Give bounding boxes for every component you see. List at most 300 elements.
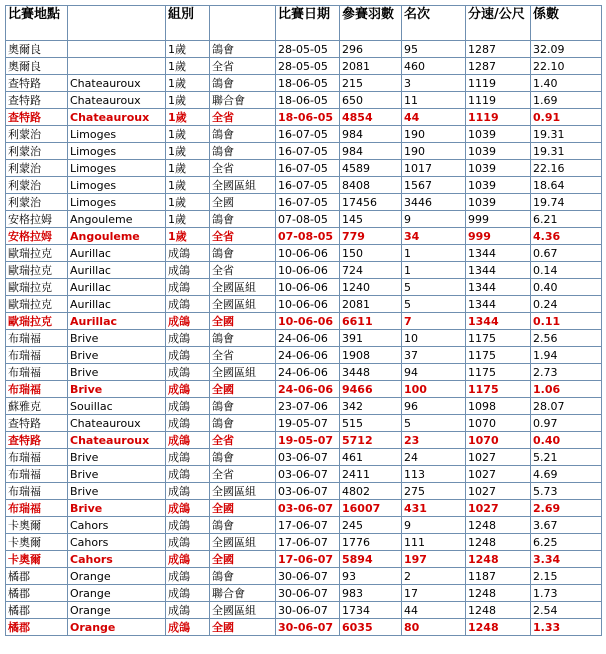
cell-entries: 4802 [340, 483, 402, 500]
cell-date: 30-06-07 [276, 568, 340, 585]
cell-place-en: Aurillac [68, 313, 166, 330]
cell-date: 28-05-05 [276, 41, 340, 58]
cell-group: 1歲 [166, 109, 210, 126]
cell-place-en: Souillac [68, 398, 166, 415]
cell-place: 安格拉姆 [6, 211, 68, 228]
cell-group: 成鴿 [166, 364, 210, 381]
cell-speed: 1027 [466, 483, 531, 500]
cell-coefficient: 6.25 [531, 534, 602, 551]
cell-entries: 17456 [340, 194, 402, 211]
cell-date: 24-06-06 [276, 347, 340, 364]
cell-coefficient: 1.69 [531, 92, 602, 109]
cell-speed: 1070 [466, 415, 531, 432]
cell-entries: 779 [340, 228, 402, 245]
cell-place: 歐瑞拉克 [6, 279, 68, 296]
cell-entries: 150 [340, 245, 402, 262]
cell-place: 安格拉姆 [6, 228, 68, 245]
table-row [6, 245, 602, 262]
cell-date: 10-06-06 [276, 262, 340, 279]
cell-rank: 9 [402, 517, 466, 534]
cell-coefficient: 0.14 [531, 262, 602, 279]
cell-group: 成鴿 [166, 398, 210, 415]
cell-group: 1歲 [166, 228, 210, 245]
table-row [6, 330, 602, 347]
cell-coefficient: 22.10 [531, 58, 602, 75]
cell-place: 橘郡 [6, 568, 68, 585]
cell-rank: 113 [402, 466, 466, 483]
table-row [6, 143, 602, 160]
header-place: 比賽地點 [6, 6, 68, 41]
cell-entries: 984 [340, 126, 402, 143]
cell-coefficient: 1.40 [531, 75, 602, 92]
table-row [6, 568, 602, 585]
cell-category: 鴿會 [210, 211, 276, 228]
cell-coefficient: 0.40 [531, 279, 602, 296]
cell-place: 查特路 [6, 432, 68, 449]
cell-speed: 999 [466, 211, 531, 228]
cell-group: 成鴿 [166, 262, 210, 279]
table-row [6, 109, 602, 126]
cell-speed: 1248 [466, 585, 531, 602]
table-row [6, 398, 602, 415]
cell-category: 鴿會 [210, 449, 276, 466]
cell-speed: 1248 [466, 619, 531, 636]
cell-entries: 145 [340, 211, 402, 228]
cell-date: 16-07-05 [276, 160, 340, 177]
cell-speed: 1039 [466, 160, 531, 177]
cell-category: 鴿會 [210, 143, 276, 160]
cell-coefficient: 0.11 [531, 313, 602, 330]
cell-speed: 1344 [466, 262, 531, 279]
cell-coefficient: 4.69 [531, 466, 602, 483]
cell-speed: 1027 [466, 449, 531, 466]
cell-category: 全國區組 [210, 483, 276, 500]
cell-place: 布瑞福 [6, 347, 68, 364]
cell-category: 全國 [210, 313, 276, 330]
cell-place: 橘郡 [6, 619, 68, 636]
cell-rank: 3446 [402, 194, 466, 211]
table-row [6, 75, 602, 92]
table-row [6, 177, 602, 194]
cell-place-en: Angouleme [68, 211, 166, 228]
cell-rank: 275 [402, 483, 466, 500]
cell-category: 聯合會 [210, 92, 276, 109]
cell-category: 全國 [210, 500, 276, 517]
cell-place: 利蒙治 [6, 194, 68, 211]
cell-category: 全國區組 [210, 534, 276, 551]
cell-place: 歐瑞拉克 [6, 262, 68, 279]
cell-entries: 93 [340, 568, 402, 585]
cell-place-en: Limoges [68, 177, 166, 194]
cell-speed: 1098 [466, 398, 531, 415]
cell-place: 歐瑞拉克 [6, 313, 68, 330]
cell-group: 成鴿 [166, 568, 210, 585]
cell-group: 成鴿 [166, 245, 210, 262]
cell-place: 橘郡 [6, 585, 68, 602]
cell-place-en: Brive [68, 466, 166, 483]
cell-rank: 460 [402, 58, 466, 75]
cell-entries: 724 [340, 262, 402, 279]
cell-speed: 1175 [466, 364, 531, 381]
cell-entries: 245 [340, 517, 402, 534]
cell-group: 1歲 [166, 177, 210, 194]
cell-place-en: Brive [68, 381, 166, 398]
cell-speed: 1070 [466, 432, 531, 449]
table-row [6, 381, 602, 398]
cell-group: 成鴿 [166, 483, 210, 500]
cell-coefficient: 2.54 [531, 602, 602, 619]
table-row [6, 415, 602, 432]
cell-entries: 650 [340, 92, 402, 109]
cell-place-en: Orange [68, 602, 166, 619]
cell-category: 鴿會 [210, 398, 276, 415]
cell-place-en [68, 58, 166, 75]
cell-coefficient: 0.97 [531, 415, 602, 432]
cell-category: 鴿會 [210, 330, 276, 347]
cell-date: 24-06-06 [276, 364, 340, 381]
cell-speed: 1187 [466, 568, 531, 585]
cell-place: 卡奧爾 [6, 534, 68, 551]
cell-group: 成鴿 [166, 585, 210, 602]
cell-date: 10-06-06 [276, 245, 340, 262]
cell-category: 全省 [210, 347, 276, 364]
cell-category: 全國區組 [210, 279, 276, 296]
cell-date: 03-06-07 [276, 449, 340, 466]
cell-category: 全省 [210, 109, 276, 126]
cell-place: 布瑞福 [6, 500, 68, 517]
cell-speed: 1344 [466, 279, 531, 296]
cell-entries: 8408 [340, 177, 402, 194]
cell-date: 10-06-06 [276, 296, 340, 313]
cell-place-en: Brive [68, 347, 166, 364]
cell-category: 全省 [210, 58, 276, 75]
cell-place: 利蒙治 [6, 126, 68, 143]
cell-rank: 5 [402, 415, 466, 432]
cell-category: 全國 [210, 381, 276, 398]
cell-date: 30-06-07 [276, 619, 340, 636]
cell-speed: 1175 [466, 381, 531, 398]
cell-speed: 1119 [466, 75, 531, 92]
cell-place-en: Aurillac [68, 245, 166, 262]
cell-group: 1歲 [166, 126, 210, 143]
table-row [6, 296, 602, 313]
cell-coefficient: 2.69 [531, 500, 602, 517]
cell-group: 成鴿 [166, 466, 210, 483]
cell-place: 查特路 [6, 415, 68, 432]
table-row [6, 41, 602, 58]
cell-place-en: Chateauroux [68, 109, 166, 126]
cell-category: 鴿會 [210, 41, 276, 58]
table-row [6, 364, 602, 381]
cell-category: 全國區組 [210, 602, 276, 619]
cell-group: 成鴿 [166, 500, 210, 517]
cell-entries: 983 [340, 585, 402, 602]
cell-entries: 984 [340, 143, 402, 160]
cell-place: 利蒙治 [6, 177, 68, 194]
cell-coefficient: 19.31 [531, 143, 602, 160]
cell-category: 全省 [210, 466, 276, 483]
cell-place-en: Cahors [68, 551, 166, 568]
cell-place: 利蒙治 [6, 160, 68, 177]
cell-speed: 1248 [466, 534, 531, 551]
cell-date: 19-05-07 [276, 432, 340, 449]
cell-place-en: Aurillac [68, 296, 166, 313]
cell-speed: 1287 [466, 58, 531, 75]
cell-category: 鴿會 [210, 517, 276, 534]
cell-coefficient: 4.36 [531, 228, 602, 245]
cell-coefficient: 2.73 [531, 364, 602, 381]
cell-coefficient: 32.09 [531, 41, 602, 58]
cell-place: 查特路 [6, 109, 68, 126]
cell-group: 1歲 [166, 160, 210, 177]
cell-speed: 1027 [466, 466, 531, 483]
cell-rank: 1017 [402, 160, 466, 177]
cell-entries: 1908 [340, 347, 402, 364]
cell-speed: 1344 [466, 245, 531, 262]
cell-category: 全國 [210, 551, 276, 568]
cell-entries: 4589 [340, 160, 402, 177]
cell-speed: 1248 [466, 602, 531, 619]
cell-place: 布瑞福 [6, 483, 68, 500]
cell-entries: 461 [340, 449, 402, 466]
cell-group: 成鴿 [166, 432, 210, 449]
cell-date: 07-08-05 [276, 228, 340, 245]
cell-rank: 34 [402, 228, 466, 245]
table-header-row [6, 6, 602, 41]
cell-category: 鴿會 [210, 245, 276, 262]
cell-coefficient: 5.73 [531, 483, 602, 500]
cell-place-en: Brive [68, 483, 166, 500]
cell-rank: 431 [402, 500, 466, 517]
cell-speed: 1039 [466, 126, 531, 143]
cell-category: 全國區組 [210, 177, 276, 194]
cell-group: 1歲 [166, 211, 210, 228]
cell-group: 成鴿 [166, 534, 210, 551]
cell-category: 鴿會 [210, 75, 276, 92]
cell-place-en: Limoges [68, 143, 166, 160]
cell-rank: 5 [402, 296, 466, 313]
cell-rank: 95 [402, 41, 466, 58]
table-row [6, 92, 602, 109]
cell-place: 查特路 [6, 92, 68, 109]
table-row [6, 347, 602, 364]
cell-rank: 37 [402, 347, 466, 364]
cell-rank: 5 [402, 279, 466, 296]
cell-group: 1歲 [166, 41, 210, 58]
table-row [6, 432, 602, 449]
table-row [6, 534, 602, 551]
cell-category: 全國 [210, 619, 276, 636]
cell-rank: 197 [402, 551, 466, 568]
cell-place: 查特路 [6, 75, 68, 92]
cell-rank: 1 [402, 262, 466, 279]
cell-entries: 342 [340, 398, 402, 415]
cell-entries: 515 [340, 415, 402, 432]
cell-date: 16-07-05 [276, 126, 340, 143]
cell-date: 23-07-06 [276, 398, 340, 415]
cell-entries: 1776 [340, 534, 402, 551]
cell-group: 1歲 [166, 143, 210, 160]
table-row [6, 313, 602, 330]
cell-place-en: Brive [68, 364, 166, 381]
cell-rank: 96 [402, 398, 466, 415]
table-row [6, 211, 602, 228]
cell-category: 聯合會 [210, 585, 276, 602]
cell-place-en: Chateauroux [68, 415, 166, 432]
cell-place: 奧爾良 [6, 58, 68, 75]
cell-group: 1歲 [166, 194, 210, 211]
header-category [210, 6, 276, 41]
cell-place-en: Aurillac [68, 262, 166, 279]
cell-group: 1歲 [166, 75, 210, 92]
cell-coefficient: 0.40 [531, 432, 602, 449]
cell-speed: 1027 [466, 500, 531, 517]
cell-group: 1歲 [166, 58, 210, 75]
cell-place: 布瑞福 [6, 449, 68, 466]
cell-date: 18-06-05 [276, 75, 340, 92]
table-row [6, 619, 602, 636]
cell-rank: 3 [402, 75, 466, 92]
cell-place: 布瑞福 [6, 364, 68, 381]
cell-speed: 1344 [466, 296, 531, 313]
cell-category: 全省 [210, 262, 276, 279]
cell-rank: 2 [402, 568, 466, 585]
cell-coefficient: 1.94 [531, 347, 602, 364]
cell-coefficient: 19.31 [531, 126, 602, 143]
cell-group: 成鴿 [166, 517, 210, 534]
cell-place-en: Limoges [68, 194, 166, 211]
cell-date: 10-06-06 [276, 279, 340, 296]
cell-place-en: Limoges [68, 160, 166, 177]
cell-category: 全省 [210, 432, 276, 449]
header-rank: 名次 [402, 6, 466, 41]
cell-place: 橘郡 [6, 602, 68, 619]
cell-entries: 391 [340, 330, 402, 347]
cell-date: 18-06-05 [276, 92, 340, 109]
header-place-en [68, 6, 166, 41]
cell-rank: 94 [402, 364, 466, 381]
cell-group: 成鴿 [166, 449, 210, 466]
table-row [6, 500, 602, 517]
cell-place: 卡奧爾 [6, 551, 68, 568]
cell-entries: 2081 [340, 58, 402, 75]
cell-date: 18-06-05 [276, 109, 340, 126]
cell-coefficient: 3.67 [531, 517, 602, 534]
cell-coefficient: 6.21 [531, 211, 602, 228]
cell-place-en: Orange [68, 568, 166, 585]
header-coefficient: 係數 [531, 6, 602, 41]
table-row [6, 194, 602, 211]
table-row [6, 585, 602, 602]
cell-date: 17-06-07 [276, 517, 340, 534]
cell-group: 成鴿 [166, 313, 210, 330]
header-speed: 分速/公尺 [466, 6, 531, 41]
cell-group: 成鴿 [166, 602, 210, 619]
cell-date: 16-07-05 [276, 194, 340, 211]
cell-speed: 999 [466, 228, 531, 245]
cell-rank: 17 [402, 585, 466, 602]
cell-place: 利蒙治 [6, 143, 68, 160]
table-row [6, 262, 602, 279]
cell-entries: 215 [340, 75, 402, 92]
cell-date: 17-06-07 [276, 534, 340, 551]
table-row [6, 58, 602, 75]
cell-category: 全省 [210, 160, 276, 177]
cell-coefficient: 28.07 [531, 398, 602, 415]
cell-group: 成鴿 [166, 330, 210, 347]
table-row [6, 466, 602, 483]
cell-rank: 1567 [402, 177, 466, 194]
cell-rank: 111 [402, 534, 466, 551]
cell-place: 布瑞福 [6, 466, 68, 483]
cell-speed: 1248 [466, 551, 531, 568]
race-results-table [5, 5, 602, 636]
cell-category: 鴿會 [210, 568, 276, 585]
cell-date: 07-08-05 [276, 211, 340, 228]
table-row [6, 602, 602, 619]
table-row [6, 126, 602, 143]
cell-date: 16-07-05 [276, 143, 340, 160]
cell-group: 成鴿 [166, 279, 210, 296]
cell-category: 全國 [210, 194, 276, 211]
cell-rank: 80 [402, 619, 466, 636]
cell-rank: 11 [402, 92, 466, 109]
cell-entries: 1734 [340, 602, 402, 619]
cell-date: 03-06-07 [276, 466, 340, 483]
cell-category: 全國區組 [210, 364, 276, 381]
cell-rank: 190 [402, 126, 466, 143]
cell-place-en: Brive [68, 500, 166, 517]
cell-speed: 1248 [466, 517, 531, 534]
cell-date: 30-06-07 [276, 585, 340, 602]
cell-place-en: Cahors [68, 534, 166, 551]
cell-entries: 2411 [340, 466, 402, 483]
cell-group: 成鴿 [166, 415, 210, 432]
cell-entries: 296 [340, 41, 402, 58]
cell-place-en: Brive [68, 449, 166, 466]
cell-place-en: Cahors [68, 517, 166, 534]
cell-speed: 1175 [466, 347, 531, 364]
cell-place: 奧爾良 [6, 41, 68, 58]
header-group: 組別 [166, 6, 210, 41]
table-row [6, 449, 602, 466]
cell-rank: 7 [402, 313, 466, 330]
cell-date: 24-06-06 [276, 330, 340, 347]
cell-rank: 44 [402, 109, 466, 126]
table-row [6, 160, 602, 177]
cell-entries: 16007 [340, 500, 402, 517]
cell-date: 16-07-05 [276, 177, 340, 194]
cell-entries: 5894 [340, 551, 402, 568]
cell-place-en: Chateauroux [68, 432, 166, 449]
table-row [6, 483, 602, 500]
cell-coefficient: 19.74 [531, 194, 602, 211]
cell-entries: 4854 [340, 109, 402, 126]
cell-rank: 23 [402, 432, 466, 449]
cell-date: 03-06-07 [276, 483, 340, 500]
cell-group: 成鴿 [166, 619, 210, 636]
cell-date: 28-05-05 [276, 58, 340, 75]
cell-coefficient: 3.34 [531, 551, 602, 568]
cell-entries: 3448 [340, 364, 402, 381]
cell-place-en: Brive [68, 330, 166, 347]
table-body [6, 41, 602, 636]
cell-place: 歐瑞拉克 [6, 296, 68, 313]
cell-entries: 5712 [340, 432, 402, 449]
cell-date: 19-05-07 [276, 415, 340, 432]
cell-group: 成鴿 [166, 347, 210, 364]
cell-speed: 1287 [466, 41, 531, 58]
